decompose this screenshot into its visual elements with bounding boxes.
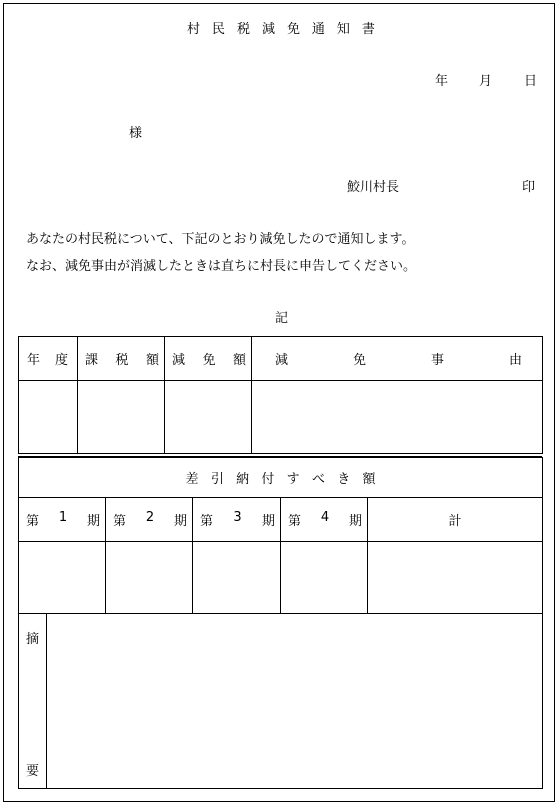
cell-period-3[interactable] [193,542,281,614]
title-char: 民 [211,22,225,37]
cell-period-2[interactable] [106,542,193,614]
body-line-1: あなたの村民税について、下記のとおり減免したので通知します。 [26,232,415,247]
cell-genmengaku[interactable] [165,381,252,454]
cell-genmen-jiyu[interactable] [252,381,543,454]
date-year: 年 [435,74,449,89]
remarks-label [19,614,47,789]
date-month: 月 [479,74,493,89]
header-period-3: 第 3 期 [193,498,281,542]
date-day: 日 [524,74,538,89]
header-nendo: 年 度 [19,337,78,381]
title-char: 書 [361,22,375,37]
header-period-1: 第 1 期 [19,498,106,542]
cell-total[interactable] [368,542,543,614]
cell-period-1[interactable] [19,542,106,614]
ki-heading: 記 [275,311,289,326]
header-kazeigaku: 課 税 額 [78,337,165,381]
cell-nendo[interactable] [19,381,78,454]
cell-kazeigaku[interactable] [78,381,165,454]
title-char: 知 [336,22,350,37]
reduction-table [18,336,543,454]
title-char: 免 [286,22,300,37]
remarks-label-top: 摘 [26,632,40,647]
seal-mark: 印 [522,180,536,195]
body-line-2: なお、減免事由が消滅したときは直ちに村長に申告してください。 [26,259,417,274]
addressee-suffix: 様 [129,126,143,141]
payment-table [18,457,543,614]
title-char: 税 [236,22,250,37]
header-total: 計 [368,498,543,542]
header-genmengaku: 減 免 額 [165,337,252,381]
header-period-2: 第 2 期 [106,498,193,542]
cell-period-4[interactable] [281,542,368,614]
title-char: 通 [311,22,325,37]
title-char: 減 [261,22,275,37]
remarks-content[interactable] [47,614,543,789]
document-title [187,18,375,37]
payment-title: 差 引 納 付 す べ き 額 [19,458,543,498]
header-genmen-jiyu: 減 免 事 由 [252,337,543,381]
remarks-table [18,613,543,789]
title-char: 村 [187,22,201,37]
header-period-4: 第 4 期 [281,498,368,542]
issuer-name: 鮫川村長 [347,180,400,195]
remarks-label-bottom: 要 [26,764,40,779]
